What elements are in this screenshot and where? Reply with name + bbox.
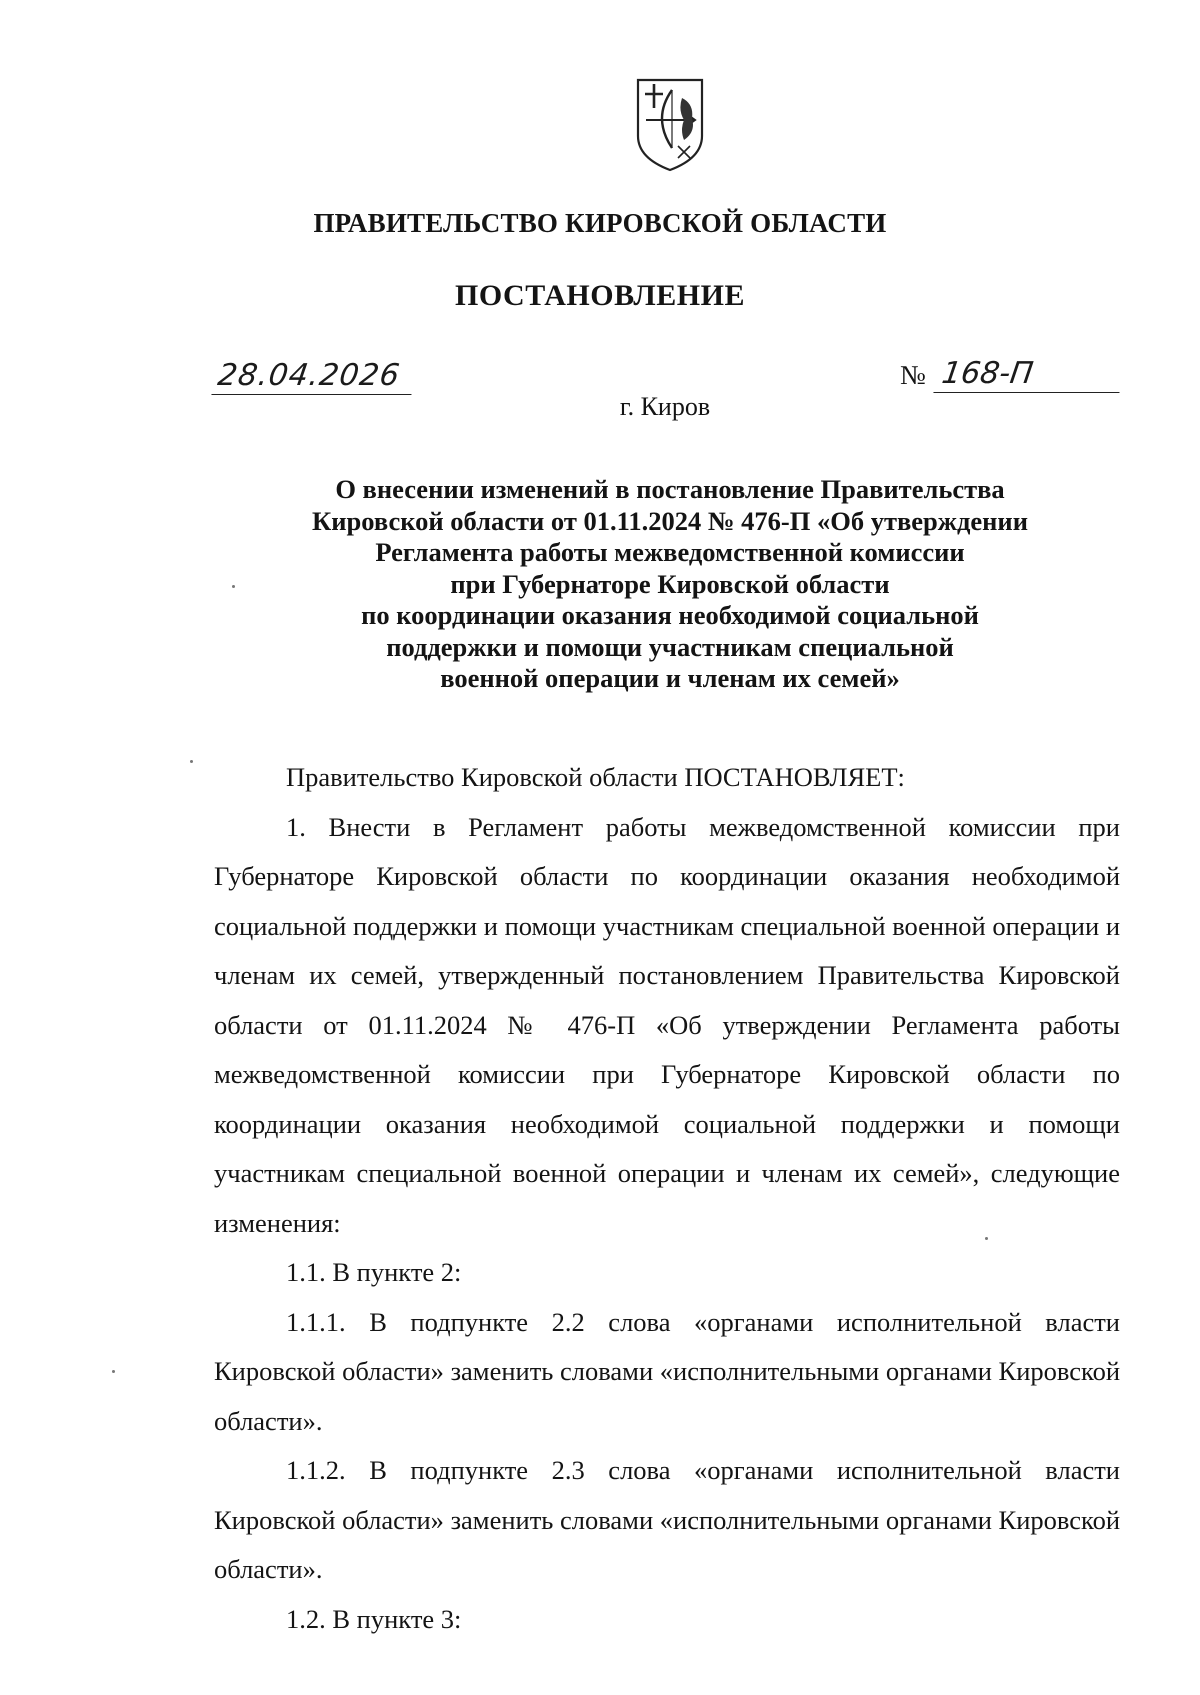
document-date: 28.04.2026: [211, 358, 416, 395]
document-number: [900, 356, 1116, 396]
body-paragraph: 1.2. В пункте 3:: [286, 1603, 462, 1634]
body-paragraph: 1.1.1. В подпункте 2.2 слова «органами исполнительной власти Кировской области» заменить словами «исполнительными органами Кировской области».: [214, 1306, 1120, 1436]
city-label: г. Киров: [619, 392, 711, 421]
scan-speck: [190, 760, 193, 763]
subject-line: при Губернаторе Кировской области: [450, 568, 890, 599]
preamble: Правительство Кировской области ПОСТАНОВЛЯЕТ:: [286, 762, 905, 792]
document-subject: [220, 474, 1120, 695]
subject-line: военной операции и членам их семей»: [440, 663, 900, 693]
body-paragraph: 1. Внести в Регламент работы межведомственной комиссии при Губернаторе Кировской области по координации оказания необходимой социальной поддержки и помощи участникам специальной военной операции и членам их семей, утвержденный постановлением Правительства Кировской области от 01.11.2024 № 476-П «Об утверждении Регламента работы межведомственной комиссии при Губернаторе Кировской области по координации оказания необходимой социальной поддержки и помощи участникам специальной военной операции и членам их семей», следующие изменения:: [214, 811, 1120, 1238]
subject-line: О внесении изменений в постановление Правительства: [335, 474, 1005, 504]
scan-speck: [112, 1370, 115, 1373]
subject-line: по координации оказания необходимой социальной: [361, 600, 979, 630]
subject-line: поддержки и помощи участникам специальной: [386, 631, 954, 662]
subject-line: Кировской области от 01.11.2024 № 476-П «Об утверждении: [312, 505, 1028, 536]
number-sign: №: [900, 360, 926, 390]
document-body: [214, 753, 1120, 1644]
organization-title: ПРАВИТЕЛЬСТВО КИРОВСКОЙ ОБЛАСТИ: [313, 208, 887, 238]
body-paragraph: 1.1. В пункте 2:: [286, 1257, 462, 1287]
coat-of-arms-icon: [632, 74, 708, 174]
body-paragraph: 1.1.2. В подпункте 2.3 слова «органами исполнительной власти Кировской области» заменить словами «исполнительными органами Кировской области».: [214, 1455, 1120, 1584]
subject-line: Регламента работы межведомственной комиссии: [375, 537, 965, 567]
scan-speck: [985, 1237, 988, 1240]
document-number-value: 168-П: [933, 356, 1124, 393]
scan-speck: [232, 585, 235, 588]
document-type-title: ПОСТАНОВЛЕНИЕ: [455, 279, 745, 312]
